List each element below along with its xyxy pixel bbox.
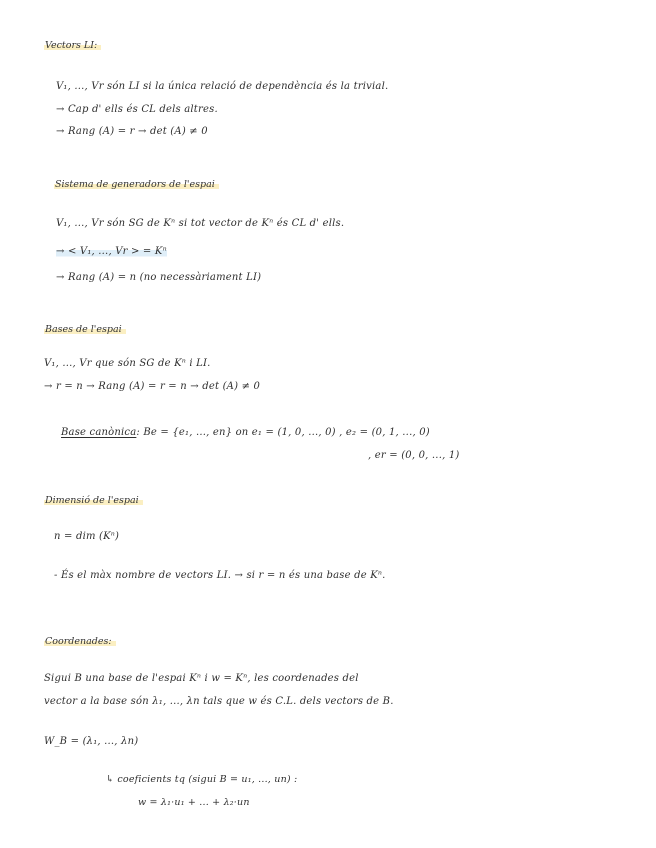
heading-bases: Bases de l'espai (44, 324, 126, 335)
heading-generadors: Sistema de generadors de l'espai (54, 179, 219, 190)
coordenades-combinacio: w = λ₁·u₁ + ... + λ₂·un (138, 797, 250, 808)
generadors-span: → < V₁, ..., Vr > = Kⁿ (56, 246, 167, 257)
coordenades-definition-2: vector a la base són λ₁, ..., λn tals que w és C.L. dels vectors de B. (44, 696, 394, 707)
coordenades-definition-1: Sigui B una base de l'espai Kⁿ i w = Kⁿ, les coordenades del (44, 673, 359, 684)
heading-dimensio: Dimensió de l'espai (44, 495, 143, 506)
base-canonica-continuation: , er = (0, 0, ..., 1) (368, 450, 460, 461)
bases-definition: V₁, ..., Vr que són SG de Kⁿ i LI. (44, 358, 211, 369)
coordenades-coeficients: ↳ coeficients tq (sigui B = u₁, ..., un) : (106, 774, 298, 785)
dimensio-definition: n = dim (Kⁿ) (54, 531, 120, 542)
bases-property: → r = n → Rang (A) = r = n → det (A) ≠ 0 (44, 381, 261, 392)
base-canonica-text: : Be = {e₁, ..., en} on e₁ = (1, 0, ..., 0) , e₂ = (0, 1, ..., 0) (136, 427, 430, 438)
vectors-li-property-1: → Cap d' ells és CL dels altres. (56, 104, 218, 115)
heading-vectors-li: Vectors LI: (44, 40, 101, 51)
generadors-rank: → Rang (A) = n (no necessàriament LI) (56, 272, 262, 283)
vectors-li-property-2: → Rang (A) = r → det (A) ≠ 0 (56, 126, 208, 137)
coordenades-vector: W_B = (λ₁, ..., λn) (44, 736, 139, 747)
dimensio-property: - És el màx nombre de vectors LI. → si r = n és una base de Kⁿ. (54, 570, 386, 581)
base-canonica-label: Base canònica (61, 427, 137, 438)
generadors-definition: V₁, ..., Vr són SG de Kⁿ si tot vector de Kⁿ és CL d' ells. (56, 218, 345, 229)
heading-coordenades: Coordenades: (44, 636, 116, 647)
base-canonica-row (61, 427, 430, 438)
vectors-li-definition: V₁, ..., Vr són LI si la única relació de dependència és la trivial. (56, 81, 389, 92)
